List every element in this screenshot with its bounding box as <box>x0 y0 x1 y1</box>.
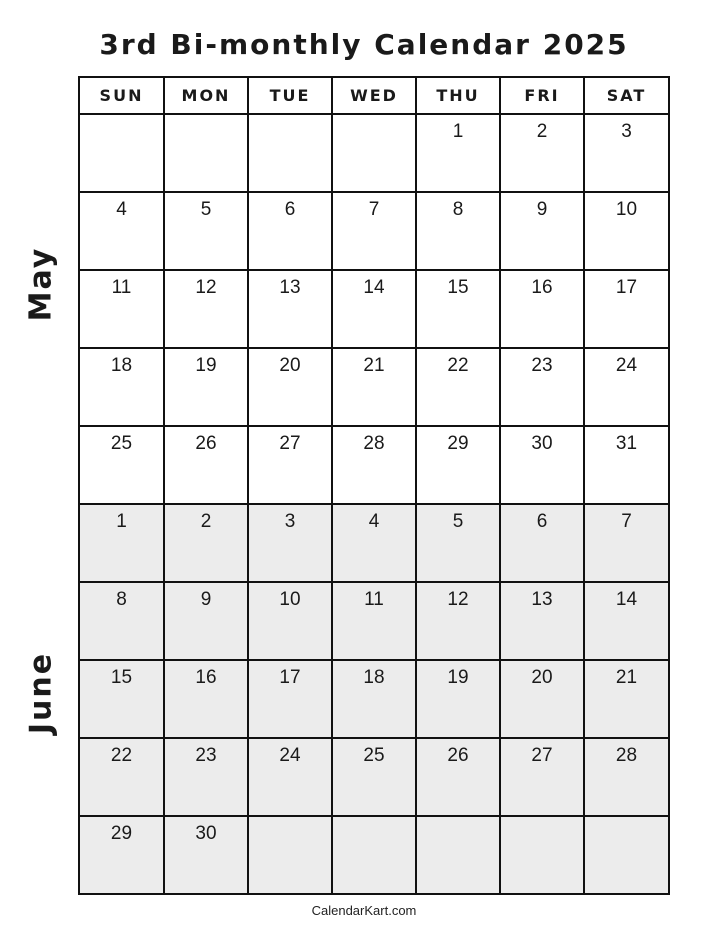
day-cell[interactable] <box>500 582 584 660</box>
day-number: 23 <box>195 745 217 766</box>
day-number: 20 <box>279 355 301 376</box>
day-cell[interactable] <box>164 270 248 348</box>
week-row-june <box>80 660 668 738</box>
day-cell[interactable] <box>248 504 332 582</box>
day-cell[interactable] <box>584 582 668 660</box>
day-cell[interactable] <box>80 348 164 426</box>
week-row-may <box>80 192 668 270</box>
day-cell[interactable] <box>164 582 248 660</box>
day-number: 14 <box>615 589 638 610</box>
day-number: 7 <box>368 199 380 220</box>
day-cell[interactable] <box>248 270 332 348</box>
day-number: 12 <box>447 589 469 610</box>
day-cell[interactable] <box>80 504 164 582</box>
day-cell[interactable] <box>584 426 668 504</box>
day-cell[interactable] <box>500 114 584 192</box>
day-number: 8 <box>452 199 464 220</box>
day-number: 3 <box>284 511 296 532</box>
day-number: 2 <box>536 121 548 142</box>
day-cell[interactable] <box>500 270 584 348</box>
day-cell[interactable] <box>416 270 500 348</box>
day-cell[interactable] <box>80 426 164 504</box>
day-cell[interactable] <box>248 816 332 893</box>
day-cell[interactable] <box>584 816 668 893</box>
weekday-header: THU <box>416 78 500 114</box>
day-number: 9 <box>536 199 548 220</box>
weekday-header-row <box>80 78 668 114</box>
day-number: 27 <box>279 433 301 454</box>
day-number: 30 <box>195 823 217 844</box>
day-cell[interactable] <box>80 660 164 738</box>
weekday-header: SUN <box>80 78 164 114</box>
day-number: 8 <box>116 589 127 610</box>
day-cell[interactable] <box>332 192 416 270</box>
week-row-may <box>80 426 668 504</box>
calendar-grid <box>78 76 670 895</box>
day-number: 14 <box>363 277 385 298</box>
weekday-header: TUE <box>248 78 332 114</box>
month-label-june: June <box>23 651 59 735</box>
day-number: 16 <box>531 277 553 298</box>
day-cell[interactable] <box>416 192 500 270</box>
day-number: 22 <box>447 355 469 376</box>
day-cell[interactable] <box>80 270 164 348</box>
day-number: 11 <box>111 277 132 298</box>
day-cell[interactable] <box>164 348 248 426</box>
day-number: 26 <box>195 433 217 454</box>
day-cell[interactable] <box>584 738 668 816</box>
day-cell[interactable] <box>80 738 164 816</box>
week-row-june <box>80 504 668 582</box>
day-cell[interactable] <box>500 348 584 426</box>
day-cell[interactable] <box>332 114 416 192</box>
day-number: 25 <box>363 745 385 766</box>
week-row-may <box>80 270 668 348</box>
day-number: 12 <box>195 277 217 298</box>
week-row-june <box>80 738 668 816</box>
day-cell[interactable] <box>164 192 248 270</box>
day-number: 4 <box>368 511 380 532</box>
day-number: 26 <box>447 745 469 766</box>
day-cell[interactable] <box>248 738 332 816</box>
day-number: 1 <box>116 511 127 532</box>
day-number: 10 <box>615 199 638 220</box>
day-number: 15 <box>110 667 133 688</box>
day-number: 19 <box>195 355 217 376</box>
day-cell[interactable] <box>500 504 584 582</box>
day-cell[interactable] <box>584 192 668 270</box>
footer-credit: CalendarKart.com <box>311 903 417 918</box>
weekday-header: WED <box>332 78 416 114</box>
day-number: 31 <box>615 433 638 454</box>
day-cell[interactable] <box>416 582 500 660</box>
day-cell[interactable] <box>584 348 668 426</box>
day-cell[interactable] <box>332 660 416 738</box>
day-number: 13 <box>279 277 301 298</box>
day-number: 30 <box>531 433 553 454</box>
week-row-june <box>80 816 668 893</box>
day-cell[interactable] <box>584 270 668 348</box>
day-number: 4 <box>116 199 127 220</box>
day-number: 28 <box>615 745 638 766</box>
day-cell[interactable] <box>248 660 332 738</box>
day-number: 18 <box>363 667 385 688</box>
day-number: 5 <box>200 199 212 220</box>
day-number: 1 <box>452 121 464 142</box>
day-number: 19 <box>447 667 469 688</box>
day-number: 5 <box>452 511 464 532</box>
day-cell[interactable] <box>416 114 500 192</box>
day-cell[interactable] <box>500 816 584 893</box>
day-cell[interactable] <box>248 426 332 504</box>
day-number: 21 <box>615 667 638 688</box>
day-number: 7 <box>621 511 632 532</box>
day-cell[interactable] <box>248 582 332 660</box>
day-cell[interactable] <box>332 504 416 582</box>
week-row-may <box>80 348 668 426</box>
day-number: 17 <box>279 667 301 688</box>
day-cell[interactable] <box>584 504 668 582</box>
day-cell[interactable] <box>248 348 332 426</box>
day-cell[interactable] <box>332 270 416 348</box>
week-row-june <box>80 582 668 660</box>
day-cell[interactable] <box>416 426 500 504</box>
day-cell[interactable] <box>164 504 248 582</box>
month-label-may: May <box>23 246 59 322</box>
day-number: 20 <box>531 667 553 688</box>
day-number: 21 <box>363 355 385 376</box>
day-number: 9 <box>200 589 212 610</box>
calendar-title: 3rd Bi-monthly Calendar 2025 <box>99 28 629 61</box>
day-number: 13 <box>531 589 553 610</box>
day-number: 17 <box>615 277 638 298</box>
day-cell[interactable] <box>332 738 416 816</box>
week-row-may <box>80 114 668 192</box>
day-number: 23 <box>531 355 553 376</box>
day-cell[interactable] <box>584 660 668 738</box>
day-number: 6 <box>536 511 548 532</box>
day-number: 25 <box>110 433 133 454</box>
day-number: 10 <box>279 589 301 610</box>
day-cell[interactable] <box>164 660 248 738</box>
day-number: 24 <box>615 355 638 376</box>
day-number: 15 <box>447 277 469 298</box>
weekday-header: SAT <box>584 78 668 114</box>
day-cell[interactable] <box>248 114 332 192</box>
day-number: 28 <box>363 433 385 454</box>
day-cell[interactable] <box>80 816 164 893</box>
day-cell[interactable] <box>416 348 500 426</box>
day-cell[interactable] <box>416 504 500 582</box>
day-cell[interactable] <box>500 660 584 738</box>
weekday-header: MON <box>164 78 248 114</box>
day-cell[interactable] <box>248 192 332 270</box>
day-number: 29 <box>447 433 469 454</box>
day-cell[interactable] <box>416 660 500 738</box>
day-cell[interactable] <box>332 582 416 660</box>
day-cell[interactable] <box>164 114 248 192</box>
day-cell[interactable] <box>584 114 668 192</box>
day-number: 24 <box>279 745 301 766</box>
day-cell[interactable] <box>80 114 164 192</box>
day-cell[interactable] <box>164 816 248 893</box>
day-number: 27 <box>531 745 553 766</box>
day-cell[interactable] <box>164 738 248 816</box>
day-number: 16 <box>195 667 217 688</box>
day-cell[interactable] <box>500 426 584 504</box>
day-number: 11 <box>364 589 384 610</box>
weekday-header: FRI <box>500 78 584 114</box>
day-number: 29 <box>110 823 133 844</box>
day-cell[interactable] <box>416 738 500 816</box>
day-cell[interactable] <box>500 192 584 270</box>
day-cell[interactable] <box>500 738 584 816</box>
day-cell[interactable] <box>80 192 164 270</box>
day-cell[interactable] <box>416 816 500 893</box>
day-number: 2 <box>200 511 212 532</box>
day-number: 18 <box>110 355 133 376</box>
day-cell[interactable] <box>332 816 416 893</box>
day-cell[interactable] <box>332 426 416 504</box>
day-cell[interactable] <box>332 348 416 426</box>
day-cell[interactable] <box>80 582 164 660</box>
day-number: 6 <box>284 199 296 220</box>
day-number: 3 <box>621 121 632 142</box>
day-cell[interactable] <box>164 426 248 504</box>
day-number: 22 <box>110 745 133 766</box>
